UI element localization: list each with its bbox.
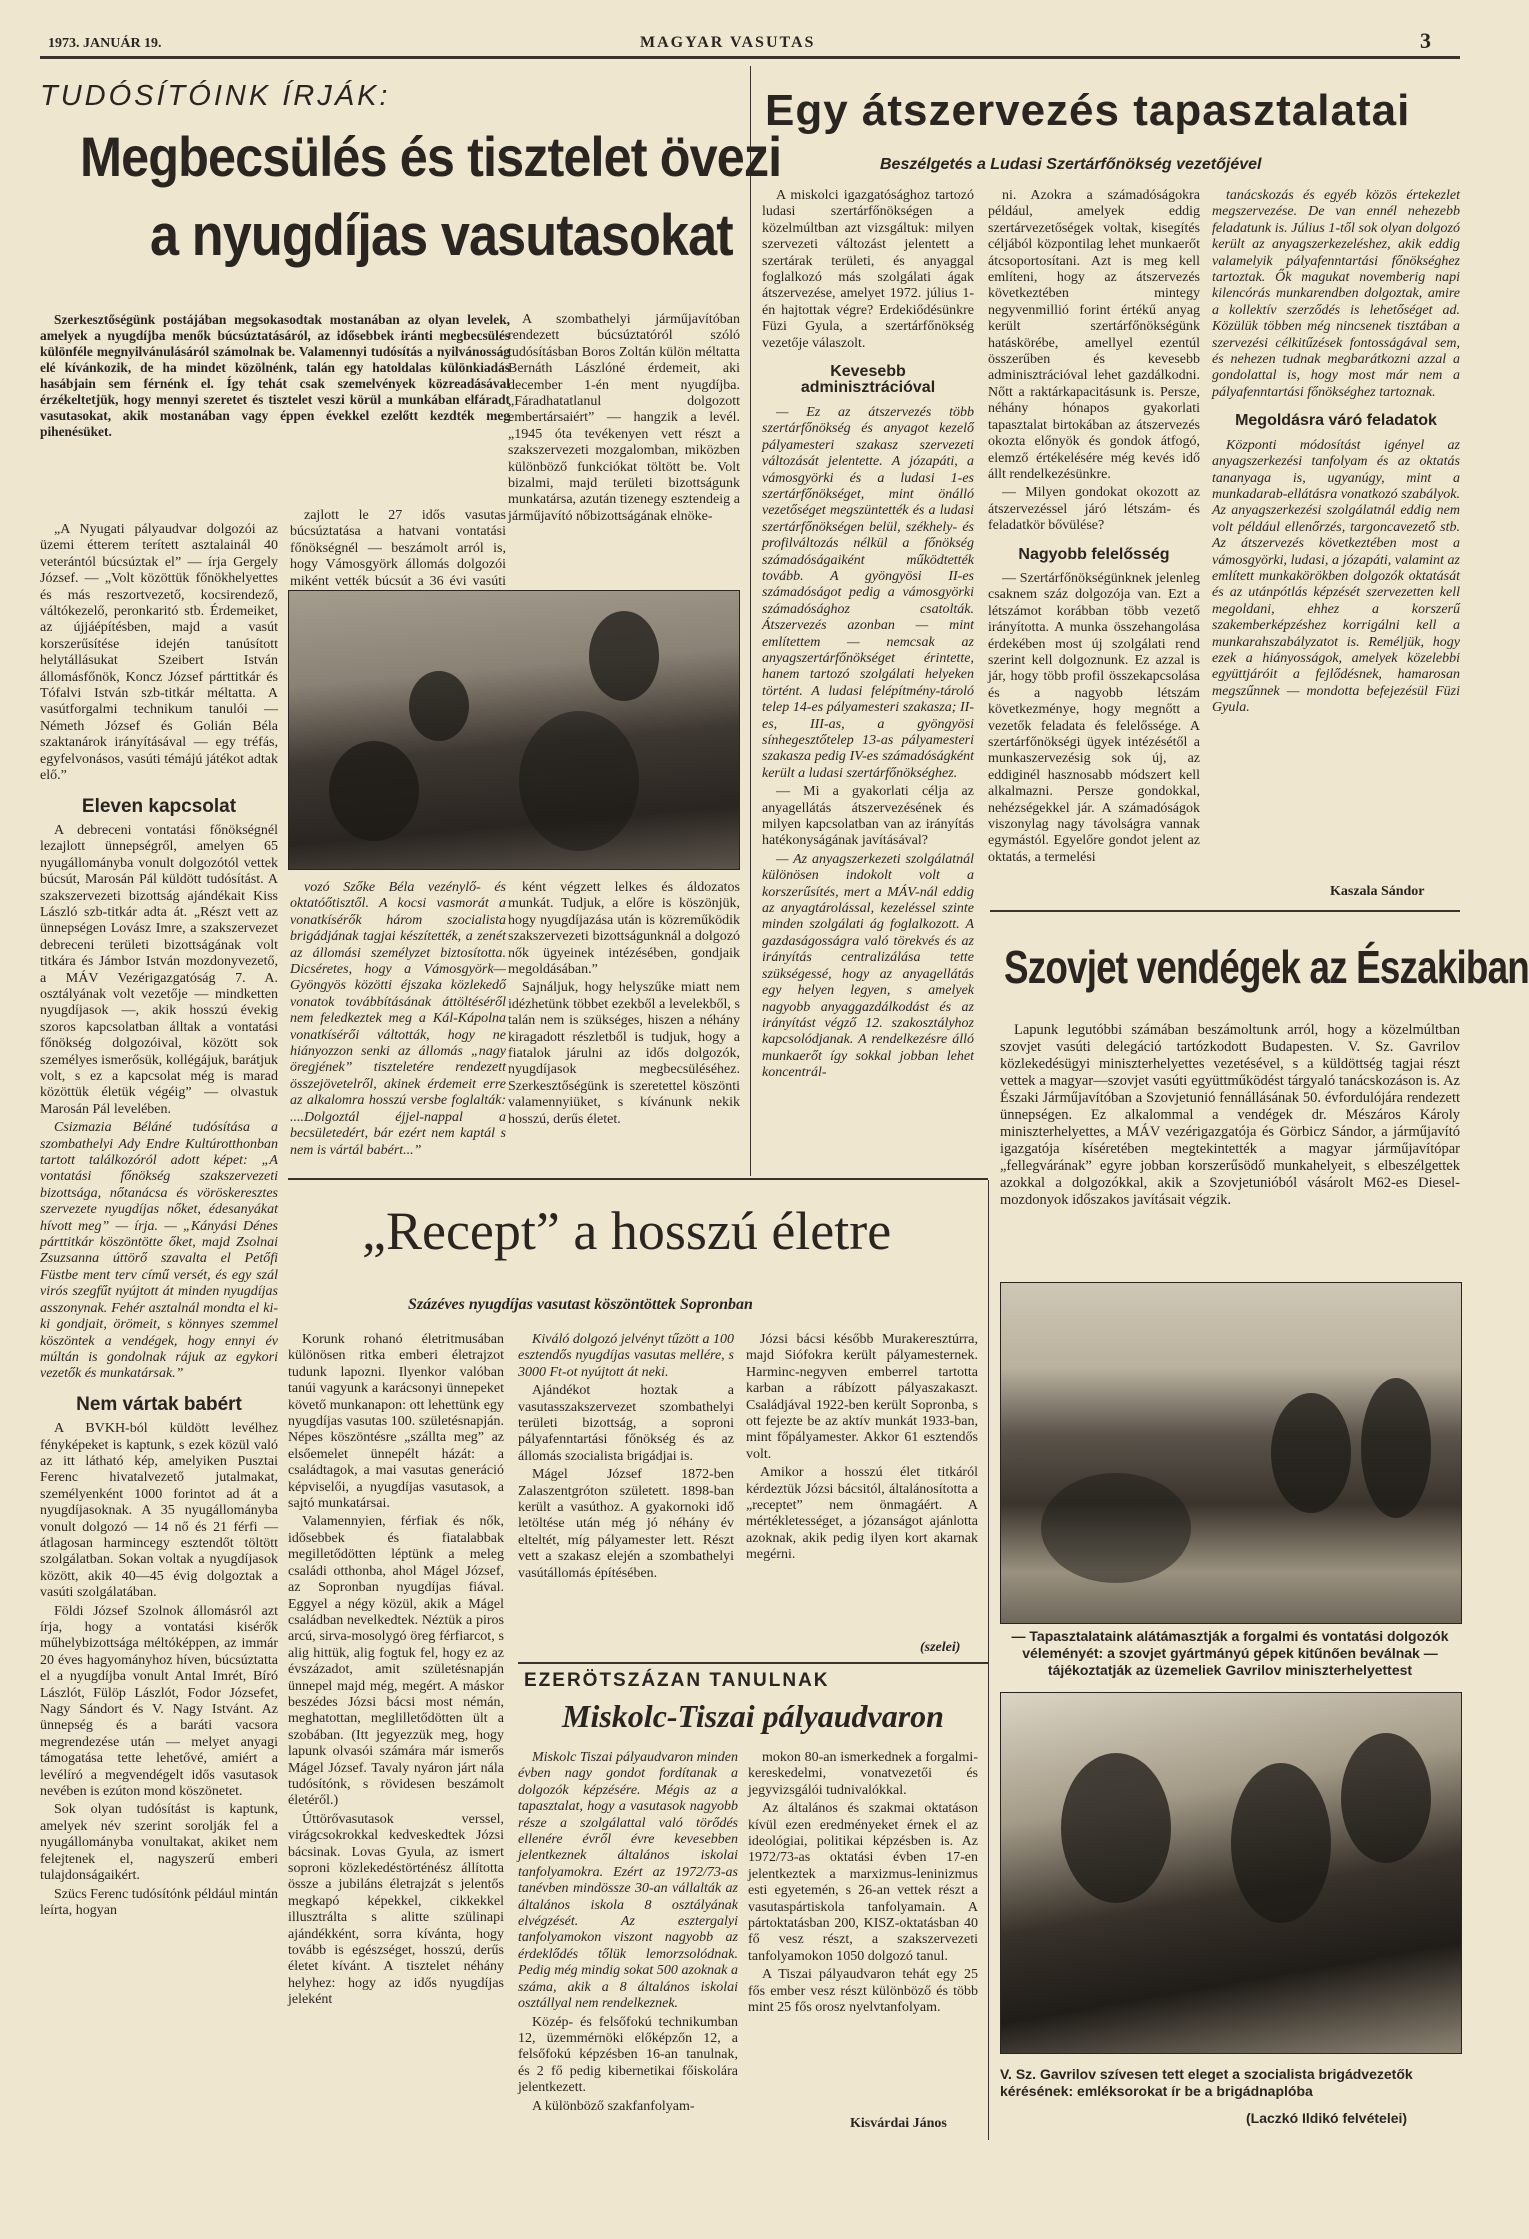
subhead-nem-vartak-babert: Nem vártak babért [76, 1393, 242, 1415]
article4-col3 [746, 1332, 978, 1632]
paragraph: vozó Szőke Béla vezénylő- és oktatóőtisztől. A kocsi vasmorát a vonatkísérők három szocialista brigádjának tagjai készítették, a zenét az állomási személyzet biztosította. Dicséretes, hogy a Vámosgyörk—Gyöngyös közötti éjszaka közlekedő vonatok továbbításának áttöltéséről nem feledkeztek meg a Kál-Kápolna vonatkísérői váltották, hogy ne hiányozzon senki az állomás „nagy öregjének” tiszteletére rendezett összejövetelről, akinek érdemeit erre az alkalomra hosszú versbe foglalták: ....Dolgoztál éjjel-nappal a becsületedért, bár ezért nem kaptál s nem is vártál babért...” [290, 880, 506, 1158]
paragraph: ként végzett lelkes és áldozatos munkát. Tudjuk, a előre is köszönjük, hogy nyugdíjazása után is közreműködik szakszervezeti bizottságunknál a dolgozó nők ügyeinek intézésében, gondjaik megoldásában.” [508, 880, 740, 978]
paragraph: — Mi a gyakorlati célja az anyagellátás átszervezésének és milyen kapcsolatban van az irányítás hatékonyságának javításával? [762, 784, 974, 849]
paragraph: tanácskozás és egyéb közös értekezlet megszervezése. De van ennél nehezebb feladatunk is. Július 1-től sok olyan dolgozó került az anyagszerkezeléshez, akik eddig valamelyik pályafenntartási főnökséghez tartoztak. Ők magukat novemberig napi kilencórás munkarendben dolgoztak, amire a kollektív szerződés is lehetőséget ad. Közülük többen még nincsenek tisztában a szervezési célkitűzések fontosságával sem, és nehezen tudnak megbarátkozni azzal a gondolattal is, hogy most már nem a pályafenntartási főnökséghez tartoznak. [1212, 188, 1460, 400]
paragraph: Amikor a hosszú élet titkáról kérdeztük Józsi bácsitól, általánosította a „receptet” nem önmagáért. A mértékletességet, a józanságot ajánlotta azoknak, akik pedig ilyen kort akarnak megérni. [746, 1465, 978, 1563]
paragraph: Sajnáljuk, hogy helyszűke miatt nem idézhetünk többet ezekből a levelekből, s talán nem is szükséges, hiszen a néhány kiragadott részletből is tudjuk, hogy a fiatalok járulni az idős dolgozók, nyugdíjasok megbecsüléséhez. Szerkesztőségünk is szeretettel köszönti valamennyiüket, s kívánunk nekik hosszú, derűs életet. [508, 980, 740, 1127]
paragraph: Csizmazia Béláné tudósítása a szombathelyi Ady Endre Kultúrotthonban tartott találkozóról adott képet: „A vontatási főnökség szakszervezeti bizottsága, nőtanácsa és vöröskeresztes szervezete nyugdíjas nőket, édesanyákat hívott meg” — írja. — „Kányási Dénes párttitkár köszöntötte őket, majd Zsolnai Zsuzsanna úttörő szavalta el Petőfi Füstbe ment terv című versét, és egy szál virós szegfűt nyújtott át minden nyugdíjas asszonynak. Fehér asztalnál mondta el ki-ki gondjait, örömeit, s könnyes szemmel köszöntek a vendégek, hogy ennyi év múltán is gondolnak rájuk az egykori vezetők és munkatársak.” [40, 1120, 278, 1382]
paragraph: „A Nyugati pályaudvar dolgozói az üzemi étterem terített asztalainál 40 veterántól búcsúztak el” — írja Gergely József. — „Volt közöttük főnökhelyettes és más reszortvezető, kocsirendező, váltókezelő, peronkaritó stb. Érdemeiket, az újjáépítésben, majd a vasút korszerűsítése idején tanúsított helytállásukat Szeibert István állomásfőnök, Koncz József párttitkár és Tófalvi István szb-titkár méltatta. A vasútforgalmi technikum tanulói — Németh József és Golián Béla szaktanárok irányításával — egy tréfás, egyfelvonásos, vasúti témájú játékot adtak elő.” [40, 522, 278, 784]
article5-signature: Kisvárdai János [850, 2116, 947, 2131]
divider-a2-a3 [990, 910, 1460, 912]
kicker-tudositoink: TUDÓSÍTÓINK ÍRJÁK: [40, 80, 391, 112]
article2-col1 [762, 188, 974, 1081]
paragraph: mokon 80-an ismerkednek a forgalmi-kereskedelmi, vonatvezetői és jegyvizsgálói tudnivalókkal. [748, 1750, 978, 1798]
article1-col3-top [508, 312, 740, 524]
article3-body [1000, 1022, 1460, 1272]
article4-subhead: Százéves nyugdíjas vasutast köszöntöttek Sopronban [408, 1296, 753, 1313]
paragraph: A debreceni vontatási főnökségnél lezajlott ünnepségről, amelyen 65 nyugállományba vonult dolgozótól vettek búcsút, Marosán Pál küldött tudósítást. A szakszervezeti bizottság ajándékait Kiss László szb-titkár adta át. „Részt vett az ünnepségen Lovász Imre, a szakszervezet debreceni területi bizottságának volt titkára és Jámbor István mozdonyvezető, a MÁV Vezérigazgatóság 7. A. osztályának volt vezetője — mindketten nyugdíjasok —, akik hosszú évekig szoros kapcsolatban álltak a vontatási főnökség dolgozóival, között sok személyes ismerősük, kollégájuk, barátjuk volt, s ez a kapcsolat még is marad közöttük életük végéig” — olvastuk Marosán Pál levelében. [40, 822, 278, 1117]
paragraph: Lapunk legutóbbi számában beszámoltunk arról, hogy a közelmúltban szovjet vasúti delegáció tartózkodott Budapesten. V. Sz. Gavrilov közlekedésügyi miniszterhelyettes vezetésével, s a küldöttség tagjai részt vettek a magyar—szovjet vasúti együttműködést tárgyaló tanácskozáson is. Az Északi Járműjavítóban a Szovjetunió fennállásának 50. évfordulójára rendezett ünnepségen. Ez alkalommal a vendégek dr. Mészáros Károly miniszterhelyettes, a MÁV vezérigazgatója és Görbicz Sándor, a járműjavító igazgatója kíséretében megtekintették a magyar járműjavítópar „fellegvárának” egyre jobban korszerűsödő munkahelyeit, s elbeszélgettek azokkal a dolgozókkal, akik a Szovjetunióból vásárolt M62-es Diesel-mozdonyok időszakos javításait végzik. [1000, 1022, 1460, 1208]
paragraph: — Az anyagszerkezeti szolgálatnál különösen indokolt volt a korszerűsítés, mert a MÁV-nál eddig az anyagtárolással, kezeléssel szinte minden szolgálati ág foglalkozott. A gazdaságosságra való törekvés és az irányítás centralizálása tette szükségessé, hogy az anyagellátás egy helyen legyen, s amelyek nagyobb anyaggazdálkodást és az irányítást végző 12. szakosztályhoz kapcsolódjanak. A rendelkezésre álló munkaerőt így sokkal jobban lehet koncentrál- [762, 851, 974, 1081]
article3-caption-1: — Tapasztalataink alátámasztják a forgalmi és vontatási dolgozók véleményét: a szovjet gyártmányú gépek kitűnően beválnak — tájékoztatják az üzemeliek Gavrilov miniszterhelyettest [1011, 1628, 1449, 1678]
article5-col2 [748, 1750, 978, 2140]
paragraph: Kiváló dolgozó jelvényt tűzött a 100 esztendős nyugdíjas vasutas mellére, s 3000 Ft-ot nyújtott át neki. [518, 1332, 734, 1380]
subhead-megoldasra-varo: Megoldásra váró feladatok [1235, 412, 1437, 430]
paragraph: Józsi bácsi később Murakeresztúrra, majd Siófokra került pályamesternek. Harminc-negyven emberrel tartotta karban a rábízott pályaszakaszt. Családjával 1922-ben került Sopronba, s ott fejezte be az aktív munkát 1933-ban, mint főpályamester. Akkor 61 esztendős volt. [746, 1332, 978, 1462]
subhead-kevesebb-adminisztracioval: Kevesebb adminisztrációval [800, 363, 936, 397]
photo-figure [589, 611, 659, 701]
article3-headline: Szovjet vendégek az Északiban [1004, 941, 1529, 993]
paragraph: A szombathelyi járműjavítóban rendezett búcsúztatóról szóló tudósításban Boros Zoltán külön méltatta Bernáth Lászlóné érdemeit, aki december 1-én ment nyugdíjba. „Fáradhatatlanul dolgozott embertársaiért” — hangzik a levél. „1945 óta tevékenyen vett részt a szakszervezeti mozgalomban, miközben különböző funkciókat töltött be. Volt bizalmi, majd területi bizottságunk munkatársa, azután tizenegy esztendeig a járműjavító nőbizottságának elnöke- [508, 312, 740, 524]
paragraph: — Milyen gondokat okozott az átszervezéssel járó létszám- és feladatkör bővülése? [988, 485, 1200, 534]
subhead-nagyobb-felelosseg: Nagyobb felelősség [1018, 545, 1170, 563]
paragraph: Az általános és szakmai oktatáson kívül ezen eredményeket érnek el az ideológiai, politikai képzésben is. Az 1972/73-as oktatási évben 17-en jelentkeztek a marxizmus-leninizmus esti egyetemén, s 26-an vettek részt a vasutaspártiskola tanfolyamain. A pártoktatásban 200, KISZ-oktatásban 40 fő vesz részt, a szakszervezeti tanfolyamokon 1050 dolgozó tanul. [748, 1801, 978, 1964]
article3-caption-2: V. Sz. Gavrilov szívesen tett eleget a szocialista brigádvezetők kérésének: emléksorokat ír be a brigádnaplóba [1000, 2066, 1413, 2099]
paragraph: A különböző szakfanfolyam- [532, 2098, 695, 2114]
article5-col1 [518, 1750, 738, 2140]
paragraph: Szücs Ferenc tudósítónk például mintán leírta, hogyan [40, 1886, 278, 1918]
article1-col1 [40, 522, 278, 2132]
article2-col3 [1212, 188, 1460, 888]
paragraph: A Tiszai pályaudvaron tehát egy 25 fős ember vesz részt különböző és több mint 25 fős orosz nyelvtanfolyam. [748, 1967, 978, 2016]
paragraph: Mágel József 1872-ben Zalaszentgróton született. 1898-ban került a vasúthoz. A gyakornoki idő letöltése után még jó néhány év elteltét, míg pályamester lett. Részt vett a szakasz elején a szombathelyi vasútállomás építésében. [518, 1467, 734, 1581]
article5-kicker: EZERÖTSZÁZAN TANULNAK [524, 1670, 830, 1691]
paragraph: Sok olyan tudósítást is kaptunk, amelyek név szerint sorolják fel a nyugállományba vonultakat, akiket nem felejtenek el, nagyszerű emberi tulajdonságaikért. [40, 1802, 278, 1884]
article2-col2 [988, 188, 1200, 908]
article2-headline: Egy átszervezés tapasztalatai [765, 86, 1411, 135]
photo-figure [1041, 1473, 1191, 1583]
subhead-eleven-kapcsolat: Eleven kapcsolat [81, 795, 237, 817]
masthead-rule [40, 56, 1460, 59]
paragraph: Úttörővasutasok verssel, virágcsokrokkal kedveskedtek Józsi bácsinak. Lovas Gyula, az ismert soproni közlekedéstörténész állította össze a jubiláns életrajzát s jelentős megkapó képekkel, cikkekkel illusztrálta s alitte szülinapi ajándékként, sorra kívánta, hogy tovább is egészséget, hosszú, derűs életet kívánt. A tisztelet néhány helyhez: hogy az idős nyugdíjas jeleként [288, 1811, 504, 2008]
paragraph: A miskolci igazgatósághoz tartozó ludasi szertárfőnökségen a közelmúltban azt vizsgáltuk: milyen szervezeti változást jelentett a szertárak területi, és anyaggal foglalkozó más szolgálati ágak átszervezése, amelyet 1972. július 1-én hajtottak végre? Erdekiődésünkre Füzi Gyula, a szertárfőnökség vezetője válaszolt. [762, 188, 974, 351]
photo-brigadnaplo [1000, 1692, 1462, 2054]
photo-figure [409, 671, 469, 741]
article2-signature: Kaszala Sándor [1330, 884, 1425, 899]
masthead-page: 3 [1420, 28, 1431, 53]
article1-col2 [290, 880, 506, 1210]
paragraph: Központi módosítást igényel az anyagszerkezési tanfolyam és az oktatás tananyaga is, ugyanúgy, mint a munkadarab-ellátásra vonatkozó szabályok. Az anyagszerkezési szolgálatnál eddig nem volt például ellenőrzés, targoncavezető stb. Az átszervezés következtében most a vámosgyörki, ludasi, a józapáti, valamint az említett munkakörökben dolgozók oktatását és az utánpótlás képzését szervezetten kell megoldani, ehhez a korszerű szakemberképzéshez korrigálni kell a munkarahszabályzatot is. Reméljük, hogy ezek a hiányosságok, amelyek közelebbi együttjáróit a fejlődésnek, hamarosan megszűnnek — mondotta befejezésül Füzi Gyula. [1212, 437, 1460, 716]
article4-signature: (szelei) [920, 1640, 961, 1655]
article4-col1 [288, 1332, 504, 2132]
photo-figure [1231, 1763, 1331, 1923]
article4-headline: „Recept” a hosszú életre [362, 1201, 892, 1261]
paragraph: A BVKH-ból küldött levélhez fényképeket is kaptunk, s ezek közül való az itt látható kép, amelyiken Pusztai Ferenc hivatalvezető jutalmakat, személyenként 1000 forintot ad át a nyugdíjasoknak. A 35 nyugállományba vonult dolgozó — 14 nő és 21 férfi — átlagosan harmincegy esztendőt töltött szolgálatban. Sokan voltak a nyugdíjasok között, akik 40—45 évig dolgoztak a vasúti szolgálatában. [40, 1421, 278, 1601]
photo-figure [1271, 1393, 1351, 1513]
article5-headline: Miskolc-Tiszai pályaudvaron [562, 1698, 944, 1734]
lead-paragraph: Szerkesztőségünk postájában megsokasodtak mostanában az olyan levelek, amelyek a nyugdíjba menők búcsúztatásáról, az idősebbek iránti megbecsülés különféle megnyilvánulásáról számolnak be. Valamennyi tudósítás a nyilvánosság elé kívánkozik, de ha mindet közölnénk, talán egy hatoldalas különkiadás hasábjain sem férnénk el. Így tehát csak szemelvények közreadásával érzékeltetjük, hogy mennyi szeretet és tisztelet veszi körül a munkában elfáradt vasutasokat, akik mostanában vagy éppen évekkel ezelőtt kezdték meg pihenésüket. [40, 312, 510, 439]
paragraph: ni. Azokra a számadóságokra például, amelyek eddig szertárvezetőségek voltak, kisegítés céljából központilag lehet munkaerőt átcsoportosítani. Azt is meg kell említeni, hogy az átszervezés következtében mintegy negyvenmillió forint értékű anyag került szertárfőnökségünk hatáskörébe, amellyel ezentúl összerűben és kevesebb adminisztrációval lehet gazdálkodni. Nőtt a raktárkapacitásunk is. Persze, néhány hónapos gyakorlati tapasztalat birtokában az átszervezés okozta előnyök és gondok átfogó, elemző értékelésére még kevés idő állt rendelkezésünkre. [988, 188, 1200, 482]
column-divider [750, 66, 751, 1176]
article1-col3 [508, 880, 740, 1210]
article3-photo-credit: (Laczkó Ildikó felvételei) [1246, 2110, 1408, 2126]
photo-figure [1061, 1753, 1171, 1903]
column-divider-right [988, 1180, 989, 2140]
photo-figure [519, 711, 639, 851]
article2-subhead: Beszélgetés a Ludasi Szertárfőnökség vezetőjével [880, 156, 1262, 173]
paragraph: — Szertárfőnökségünknek jelenleg csaknem száz dolgozója van. Ezt a létszámot korábban több vezető irányította. A munka összehangolása érdekében most új szolgálati rend szerint kell dolgoznunk. Ez azzal is jár, hogy több profil összekapcsolása és a nagyobb létszám következménye, hogy megnőtt a vezetők feladata és felelőssége. A szertárfőnökségi ügyek intézésétől a munkaszervezésig sok új, az eddiginél hasznosabb módszert kell alkalmazni. Persze gondokkal, nehézségekkel jár. A számadóságok viszonylag nagy távolságra vannak egymástól. Egyelőre gondot jelent az oktatás, a termelési [988, 570, 1200, 865]
article4-col2 [518, 1332, 734, 1652]
photo-figure [1361, 1378, 1431, 1518]
paragraph: Valamennyien, férfiak és nők, idősebbek és fiatalabbak megilletődötten léptünk a meleg családi otthonba, ahol Mágel József, az Sopronban nyugdíjas fiával. Eggyel a négy közül, akik a Mágel családban nevelkedtek. Néztük a piros arcú, sirva-mosolygó öreg férfiarcot, s alig hittük, alig fogtuk fel, hogy ez az évszázadot, amit születésnapján ünnepel majd még, megért. A máskor beszédes Józsi bácsi most némán, meghatottan, meglilletődötten ült a szobában. (Itt jegyezzük meg, hogy lapunk olvasói számára már ismerős Mágel József. Tavaly nyáron járt nála tudósítónk, s rövidesen beszámolt életéről.) [288, 1514, 504, 1809]
paragraph: Közép- és felsőfokú technikumban 12, üzemmérnöki előképzőn 12, a felsőfokú képzésben 16-an tanulnak, és 2 fő pedig kibernetikai főiskolára jelentkezett. [518, 2014, 738, 2096]
photo-jarmujavito [1000, 1282, 1462, 1624]
masthead-date: 1973. JANUÁR 19. [48, 36, 162, 51]
paragraph: zajlott le 27 idős vasutas búcsúztatása a hatvani vontatási főnökségnél — beszámolt arról is, hogy Vámosgyörk állomás dolgozói miként vették búcsút a 36 évi vasúti [290, 508, 506, 589]
photo-figure [1341, 1733, 1431, 1863]
divider-a4-a5 [518, 1662, 988, 1664]
paragraph: — Ez az átszervezés több szertárfőnökség és anyagot kezelő pályamesteri szakasz szervezeti változását jelentette. A józapáti, a vámosgyörki és a ludasi 1-es szertárfőnökséget, mint önálló vezetőséget megszüntették és a ludasi szertárfőnökségen belül, székhely- és profilváltozás nélkül a főnökség számadóságaiként működtették tovább. A gyöngyösi II-es számadóságot pedig a vámosgyörki számadósághoz csatolták. Átszervezés azonban — mint említettem — nemcsak az anyagszertárfőnökséget érintette, hanem tartozó szolgálati helyeken történt. A ludasi felépítmény-tároló telep 14-es pályamesteri szakasza; II-es, III-as, a gyöngyösi sínhegesztőtelep 13-as pályamesteri szakasza pedig IV-es számadóságként került a ludasi szertárfőnökséghez. [762, 404, 974, 781]
photo-figure [329, 741, 419, 841]
article1-col2-top [290, 508, 506, 589]
paragraph: Ajándékot hoztak a vasutasszakszervezet szombathelyi területi bizottság, a soproni pályafenntartási főnökség és az állomás szocialista brigádjai is. [518, 1383, 734, 1464]
article1-lead [40, 312, 510, 507]
paragraph: Földi József Szolnok állomásról azt írja, hogy a vontatási kisérők műhelybizottsága méltóképpen, az immár 20 éves hagyományhoz híven, búcsúztatta el a nyugdíjba vonult Antal Imrét, Bíró Lászlót, Fülöp Lászlót, Fodor Józsefet, Nagy Sándort és V. Nagy Istvánt. Az ünnepség és a baráti vacsora megrendezése után — melyet anyagi támogatása tette lehetővé, amiért a levélíró a megvendégelt idős vasutasok nevében is ezúton mond köszönetet. [40, 1603, 278, 1800]
photo-nyugdijasok [288, 590, 740, 870]
article1-headline-1: Megbecsülés és tisztelet övezi [80, 125, 782, 188]
paragraph: Miskolc Tiszai pályaudvaron minden évben nagy gondot fordítanak a dolgozók képzésére. Mégis az a tapasztalat, hogy a vasutasok nagyobb része a szolgálattal való törődés ellenére évről évre kevesebben jelentkeznek általános iskolai tanfolyamokra. Ezért az 1972/73-as tanévben mindössze 30-an vállalták az általános iskola 8 osztályának elvégzését. Az esztergalyi tanfolyamokon viszont nagyobb az érdeklődés tőlük lemorzsolódnak. Pedig még mindig sokat 500 azoknak a száma, akik a 8 általános iskolai osztállyal nem rendelkeznek. [518, 1750, 738, 2012]
divider-a1-a4 [288, 1178, 988, 1180]
article1-headline-2: a nyugdíjas vasutasokat [150, 203, 733, 268]
masthead-paper: MAGYAR VASUTAS [640, 34, 816, 51]
paragraph: Korunk rohanó életritmusában különösen ritka emberi életrajzot tudunk lapozni. Ilyenkor valóban tanúi vagyunk a karácsonyi ünnepeket követő munkanapon: ott lehettünk egy nyugdíjas vasutas 100. születésnapján. Népes köszöntésre „szállta meg” az elsőemelet ünnepélt házát: a családtagok, a mai vasutas generáció képviselői, a nyugdíjas vasutasok, a sajtó munkatársai. [288, 1332, 504, 1512]
